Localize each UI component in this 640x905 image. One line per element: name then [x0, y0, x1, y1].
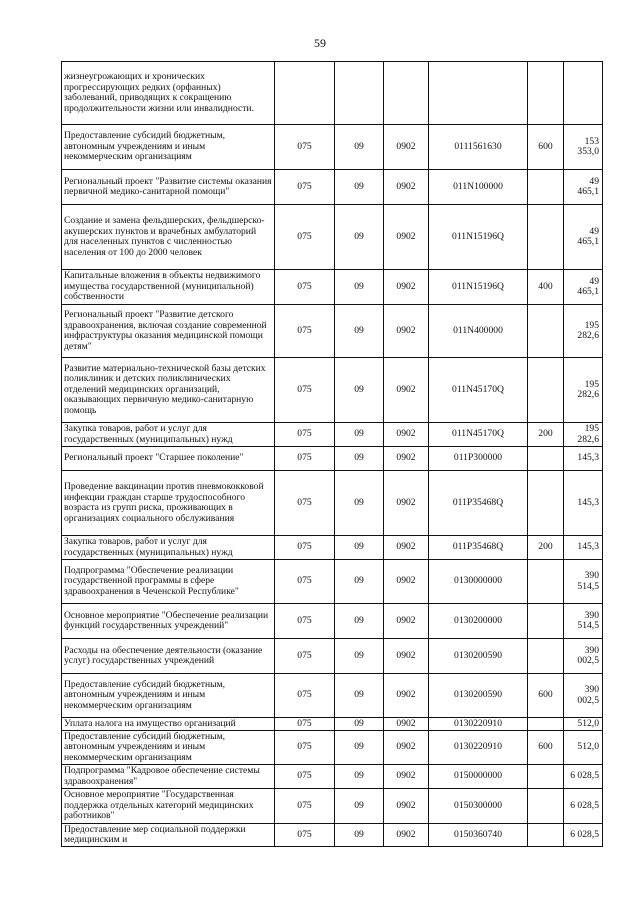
target-article-code-cell: 011N100000 — [429, 170, 528, 205]
table-row — [62, 471, 603, 536]
section-code-cell: 09 — [335, 536, 384, 560]
expense-type-code-cell — [528, 604, 564, 639]
subsection-code-cell: 0902 — [384, 423, 429, 447]
table-row — [62, 824, 603, 847]
amount-cell: 6 028,5 — [564, 824, 603, 847]
table-row — [62, 639, 603, 674]
target-article-code-cell: 011N15196Q — [429, 270, 528, 305]
amount-cell: 145,3 — [564, 471, 603, 536]
item-name-cell: Предоставление субсидий бюджетным, автономным учреждениям и иным некоммерческим организациям — [62, 125, 275, 170]
item-name-cell: Уплата налога на имущество организаций — [62, 718, 275, 731]
ministry-code-cell: 075 — [275, 824, 335, 847]
ministry-code-cell: 075 — [275, 674, 335, 718]
expense-type-code-cell: 600 — [528, 125, 564, 170]
target-article-code-cell: 011P35468Q — [429, 536, 528, 560]
section-code-cell: 09 — [335, 604, 384, 639]
subsection-code-cell: 0902 — [384, 674, 429, 718]
amount-cell: 390 514,5 — [564, 604, 603, 639]
table-row — [62, 718, 603, 731]
section-code-cell: 09 — [335, 765, 384, 789]
expense-type-code-cell — [528, 560, 564, 604]
section-code-cell: 09 — [335, 560, 384, 604]
subsection-code-cell: 0902 — [384, 824, 429, 847]
target-article-code-cell: 011N400000 — [429, 305, 528, 358]
ministry-code-cell: 075 — [275, 423, 335, 447]
table-row — [62, 205, 603, 270]
expense-type-code-cell: 200 — [528, 536, 564, 560]
ministry-code-cell: 075 — [275, 536, 335, 560]
ministry-code-cell: 075 — [275, 170, 335, 205]
amount-cell: 390 002,5 — [564, 674, 603, 718]
ministry-code-cell: 075 — [275, 789, 335, 824]
table-row — [62, 789, 603, 824]
ministry-code-cell: 075 — [275, 639, 335, 674]
ministry-code-cell: 075 — [275, 358, 335, 423]
amount-cell: 49 465,1 — [564, 205, 603, 270]
section-code-cell: 09 — [335, 718, 384, 731]
target-article-code-cell: 011N45170Q — [429, 423, 528, 447]
target-article-code-cell: 0130200000 — [429, 604, 528, 639]
page-number: 59 — [314, 36, 326, 50]
subsection-code-cell: 0902 — [384, 765, 429, 789]
ministry-code-cell: 075 — [275, 270, 335, 305]
subsection-code-cell: 0902 — [384, 789, 429, 824]
target-article-code-cell: 011P35468Q — [429, 471, 528, 536]
subsection-code-cell: 0902 — [384, 305, 429, 358]
amount-cell: 49 465,1 — [564, 270, 603, 305]
amount-cell: 195 282,6 — [564, 423, 603, 447]
ministry-code-cell — [275, 62, 335, 125]
ministry-code-cell: 075 — [275, 305, 335, 358]
target-article-code-cell: 0130220910 — [429, 731, 528, 765]
amount-cell: 390 002,5 — [564, 639, 603, 674]
expense-type-code-cell — [528, 62, 564, 125]
expense-type-code-cell — [528, 824, 564, 847]
amount-cell: 145,3 — [564, 536, 603, 560]
amount-cell — [564, 62, 603, 125]
expense-type-code-cell — [528, 789, 564, 824]
table-row — [62, 270, 603, 305]
amount-cell: 195 282,6 — [564, 358, 603, 423]
section-code-cell — [335, 62, 384, 125]
ministry-code-cell: 075 — [275, 604, 335, 639]
expense-type-code-cell: 600 — [528, 674, 564, 718]
amount-cell: 145,3 — [564, 447, 603, 471]
target-article-code-cell: 0150360740 — [429, 824, 528, 847]
expense-type-code-cell: 200 — [528, 423, 564, 447]
ministry-code-cell: 075 — [275, 205, 335, 270]
item-name-cell: Основное мероприятие "Государственная поддержка отдельных категорий медицинских работников" — [62, 789, 275, 824]
item-name-cell: Закупка товаров, работ и услуг для государственных (муниципальных) нужд — [62, 423, 275, 447]
item-name-cell: Подпрограмма "Обеспечение реализации государственной программы в сфере здравоохранения в Чеченской Республике" — [62, 560, 275, 604]
target-article-code-cell: 0130000000 — [429, 560, 528, 604]
subsection-code-cell: 0902 — [384, 731, 429, 765]
table-row — [62, 560, 603, 604]
table-row — [62, 604, 603, 639]
section-code-cell: 09 — [335, 125, 384, 170]
expense-type-code-cell — [528, 471, 564, 536]
expense-type-code-cell — [528, 358, 564, 423]
section-code-cell: 09 — [335, 789, 384, 824]
subsection-code-cell: 0902 — [384, 639, 429, 674]
expense-type-code-cell — [528, 205, 564, 270]
target-article-code-cell: 0130220910 — [429, 718, 528, 731]
table-row — [62, 536, 603, 560]
table-row — [62, 62, 603, 125]
target-article-code-cell: 0130200590 — [429, 639, 528, 674]
table-row — [62, 765, 603, 789]
amount-cell: 512,0 — [564, 718, 603, 731]
item-name-cell: Капитальные вложения в объекты недвижимого имущества государственной (муниципальной) собственности — [62, 270, 275, 305]
expense-type-code-cell: 400 — [528, 270, 564, 305]
target-article-code-cell: 011N15196Q — [429, 205, 528, 270]
table-row — [62, 674, 603, 718]
section-code-cell: 09 — [335, 639, 384, 674]
section-code-cell: 09 — [335, 205, 384, 270]
item-name-cell: Региональный проект "Развитие детского здравоохранения, включая создание современной инфраструктуры оказания медицинской помощи детям" — [62, 305, 275, 358]
item-name-cell: Региональный проект "Развитие системы оказания первичной медико-санитарной помощи" — [62, 170, 275, 205]
item-name-cell: Закупка товаров, работ и услуг для государственных (муниципальных) нужд — [62, 536, 275, 560]
section-code-cell: 09 — [335, 731, 384, 765]
target-article-code-cell: 0150300000 — [429, 789, 528, 824]
table-row — [62, 447, 603, 471]
section-code-cell: 09 — [335, 170, 384, 205]
budget-table-body — [62, 62, 603, 847]
expense-type-code-cell — [528, 447, 564, 471]
section-code-cell: 09 — [335, 358, 384, 423]
amount-cell: 153 353,0 — [564, 125, 603, 170]
amount-cell: 512,0 — [564, 731, 603, 765]
amount-cell: 49 465,1 — [564, 170, 603, 205]
item-name-cell: Региональный проект "Старшее поколение" — [62, 447, 275, 471]
ministry-code-cell: 075 — [275, 765, 335, 789]
expense-type-code-cell — [528, 639, 564, 674]
item-name-cell: Расходы на обеспечение деятельности (оказание услуг) государственных учреждений — [62, 639, 275, 674]
item-name-cell: Подпрограмма "Кадровое обеспечение системы здравоохранения" — [62, 765, 275, 789]
subsection-code-cell: 0902 — [384, 125, 429, 170]
subsection-code-cell: 0902 — [384, 270, 429, 305]
expense-type-code-cell — [528, 765, 564, 789]
expense-type-code-cell — [528, 718, 564, 731]
budget-table — [61, 61, 603, 847]
expense-type-code-cell: 600 — [528, 731, 564, 765]
subsection-code-cell: 0902 — [384, 170, 429, 205]
table-row — [62, 731, 603, 765]
subsection-code-cell: 0902 — [384, 718, 429, 731]
target-article-code-cell: 0111561630 — [429, 125, 528, 170]
item-name-cell: Предоставление субсидий бюджетным, автономным учреждениям и иным некоммерческим организациям — [62, 731, 275, 765]
subsection-code-cell: 0902 — [384, 358, 429, 423]
section-code-cell: 09 — [335, 824, 384, 847]
ministry-code-cell: 075 — [275, 731, 335, 765]
table-row — [62, 358, 603, 423]
subsection-code-cell: 0902 — [384, 560, 429, 604]
item-name-cell: Основное мероприятие "Обеспечение реализации функций государственных учреждений" — [62, 604, 275, 639]
table-row — [62, 170, 603, 205]
target-article-code-cell: 011N45170Q — [429, 358, 528, 423]
amount-cell: 6 028,5 — [564, 789, 603, 824]
item-name-cell: Развитие материально-технической базы детских поликлиник и детских поликлинических отделений медицинских организаций, оказывающих первичную медико-санитарную помощь — [62, 358, 275, 423]
subsection-code-cell — [384, 62, 429, 125]
subsection-code-cell: 0902 — [384, 471, 429, 536]
amount-cell: 195 282,6 — [564, 305, 603, 358]
target-article-code-cell: 0150000000 — [429, 765, 528, 789]
subsection-code-cell: 0902 — [384, 604, 429, 639]
expense-type-code-cell — [528, 170, 564, 205]
ministry-code-cell: 075 — [275, 718, 335, 731]
target-article-code-cell: 011P300000 — [429, 447, 528, 471]
section-code-cell: 09 — [335, 270, 384, 305]
item-name-cell: Предоставление субсидий бюджетным, автономным учреждениям и иным некоммерческим организациям — [62, 674, 275, 718]
subsection-code-cell: 0902 — [384, 447, 429, 471]
amount-cell: 6 028,5 — [564, 765, 603, 789]
ministry-code-cell: 075 — [275, 471, 335, 536]
subsection-code-cell: 0902 — [384, 205, 429, 270]
amount-cell: 390 514,5 — [564, 560, 603, 604]
table-row — [62, 305, 603, 358]
subsection-code-cell: 0902 — [384, 536, 429, 560]
item-name-cell: Предоставление мер социальной поддержки медицинским и — [62, 824, 275, 847]
section-code-cell: 09 — [335, 447, 384, 471]
section-code-cell: 09 — [335, 471, 384, 536]
ministry-code-cell: 075 — [275, 125, 335, 170]
table-row — [62, 423, 603, 447]
item-name-cell: Проведение вакцинации против пневмококковой инфекции граждан старше трудоспособного возраста из групп риска, проживающих в организациях социального обслуживания — [62, 471, 275, 536]
section-code-cell: 09 — [335, 674, 384, 718]
item-name-cell: жизнеугрожающих и хронических прогрессирующих редких (орфанных) заболеваний, приводящих к сокращению продолжительности жизни или инвалидности. — [62, 62, 275, 125]
target-article-code-cell — [429, 62, 528, 125]
item-name-cell: Создание и замена фельдшерских, фельдшерско-акушерских пунктов и врачебных амбулаторий для населенных пунктов с численностью населения от 100 до 2000 человек — [62, 205, 275, 270]
ministry-code-cell: 075 — [275, 447, 335, 471]
table-row — [62, 125, 603, 170]
section-code-cell: 09 — [335, 305, 384, 358]
section-code-cell: 09 — [335, 423, 384, 447]
ministry-code-cell: 075 — [275, 560, 335, 604]
expense-type-code-cell — [528, 305, 564, 358]
target-article-code-cell: 0130200590 — [429, 674, 528, 718]
